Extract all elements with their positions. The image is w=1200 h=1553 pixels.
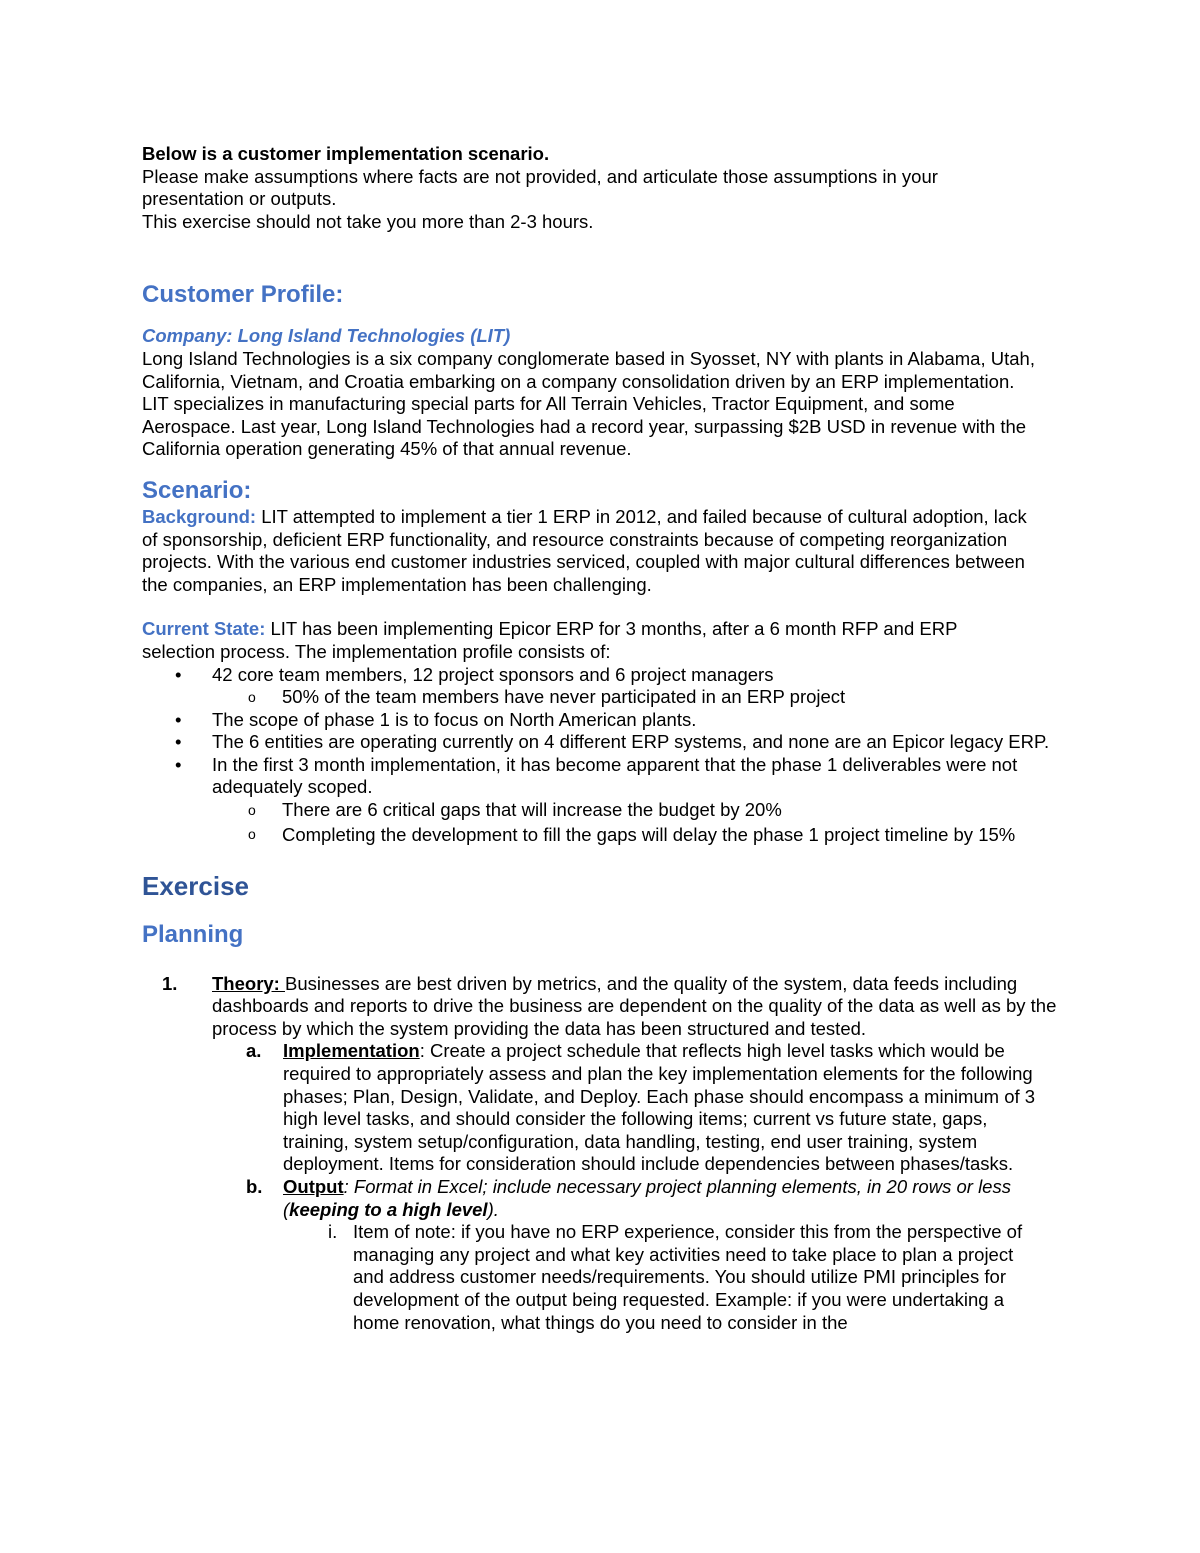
bullet-item	[142, 731, 1054, 754]
bullet-marker: •	[175, 753, 182, 775]
output-emphasis: keeping to a high level	[289, 1198, 488, 1220]
bullet-text: 42 core team members, 12 project sponsors and 6 project managers	[212, 663, 774, 685]
item-i-text: Item of note: if you have no ERP experience, consider this from the perspective of managing any project and what key activities need to take place to plan a project and address customer needs/requirements. You should utilize PMI principles for development of the output being requested. Example: if you were undertaking a home renovation, what things do you need to consider in the	[353, 1221, 1023, 1333]
item-letter-a: a.	[246, 1040, 262, 1062]
implementation-label: Implementation	[283, 1040, 420, 1062]
scenario-heading: Scenario:	[142, 476, 252, 504]
background-text: LIT attempted to implement a tier 1 ERP in 2012, and failed because of cultural adoption, lack of sponsorship, deficient ERP functionality, and resource constraints because of competing reorganization projects. With the various end customer industries serviced, coupled with major cultural differences between the companies, an ERP implementation has been challenging.	[142, 505, 1027, 595]
sub-bullet-marker: o	[248, 689, 256, 706]
output-text: Format in Excel; include necessary project planning elements, in 20 rows or less (	[283, 1176, 1011, 1220]
bullet-marker: •	[175, 731, 182, 753]
theory-text: Businesses are best driven by metrics, and the quality of the system, data feeds including dashboards and reports to drive the business are dependent on the quality of the data as well as by the process by which the system providing the data has been structured and tested.	[212, 972, 1057, 1039]
bullet-item	[142, 754, 1037, 799]
item-letter-b: b.	[246, 1176, 263, 1197]
profile-body: Long Island Technologies is a six company conglomerate based in Syosset, NY with plants in Alabama, Utah, California, Vietnam, and Croatia embarking on a company consolidation driven by an ERP implementation. LIT specializes in manufacturing special parts for All Terrain Vehicles, Tractor Equipment, and some Aerospace. Last year, Long Island Technologies had a record year, surpassing $2B USD in revenue with the California operation generating 45% of that annual revenue.	[142, 347, 1035, 460]
sub-bullet-text: Completing the development to fill the gaps will delay the phase 1 project timeline by 15%	[282, 823, 1016, 845]
bullet-text: The 6 entities are operating currently on 4 different ERP systems, and none are an Epicor legacy ERP.	[212, 731, 1050, 753]
bullet-text: In the first 3 month implementation, it has become apparent that the phase 1 deliverables were not adequately scoped.	[212, 753, 1018, 798]
sub-item-b	[142, 1176, 1023, 1221]
bullet-marker: •	[175, 663, 182, 685]
company-label: Company: Long Island Technologies (LIT)	[142, 325, 511, 347]
sub-bullet-marker: o	[248, 825, 256, 842]
bullet-item	[142, 709, 1062, 732]
implementation-text: : Create a project schedule that reflects high level tasks which would be required to appropriately assess and plan the key implementation elements for the following phases; Plan, Design, Validate, and Deploy. Each phase should encompass a minimum of 3 high level tasks, and should consider the following items; current vs future state, gaps, training, system setup/configuration, data handling, testing, end user training, system deployment. Items for consideration should include dependencies between phases/tasks.	[283, 1040, 1036, 1175]
current-state-paragraph	[142, 618, 1022, 663]
sub-bullet-text: 50% of the team members have never participated in an ERP project	[282, 686, 846, 708]
bullet-item	[142, 664, 1062, 687]
intro-line-1: Please make assumptions where facts are not provided, and articulate those assumptions in your presentation or outputs.	[142, 165, 938, 210]
sub-item-a	[142, 1040, 1058, 1176]
sub-bullet-item	[142, 686, 1062, 709]
output-text-end: ).	[487, 1198, 499, 1220]
customer-profile-heading: Customer Profile:	[142, 281, 344, 309]
output-colon: :	[343, 1176, 349, 1197]
bullet-marker: •	[175, 708, 182, 730]
background-label: Background:	[142, 505, 257, 527]
numbered-item-1	[142, 973, 1072, 1041]
sub-bullet-marker: o	[248, 802, 256, 819]
exercise-heading: Exercise	[142, 870, 249, 901]
document-page	[142, 143, 1062, 1334]
sub-bullet-item	[142, 799, 1062, 822]
sub-bullet-text: There are 6 critical gaps that will increase the budget by 20%	[282, 799, 782, 821]
sub-bullet-item	[142, 822, 1022, 847]
intro-line-2: This exercise should not take you more than 2-3 hours.	[142, 210, 594, 232]
item-number: 1.	[162, 972, 178, 994]
sub-item-i	[142, 1221, 1043, 1334]
intro-title: Below is a customer implementation scenario.	[142, 143, 550, 164]
background-paragraph	[142, 506, 1047, 596]
current-state-text: LIT has been implementing Epicor ERP for 3 months, after a 6 month RFP and ERP selection process. The implementation profile consists of:	[142, 618, 958, 662]
theory-label: Theory:	[212, 972, 285, 994]
planning-heading: Planning	[142, 920, 244, 948]
bullet-text: The scope of phase 1 is to focus on North American plants.	[212, 708, 697, 730]
output-label: Output	[283, 1176, 344, 1197]
current-state-label: Current State:	[142, 618, 266, 640]
item-roman-i: i.	[328, 1221, 338, 1243]
